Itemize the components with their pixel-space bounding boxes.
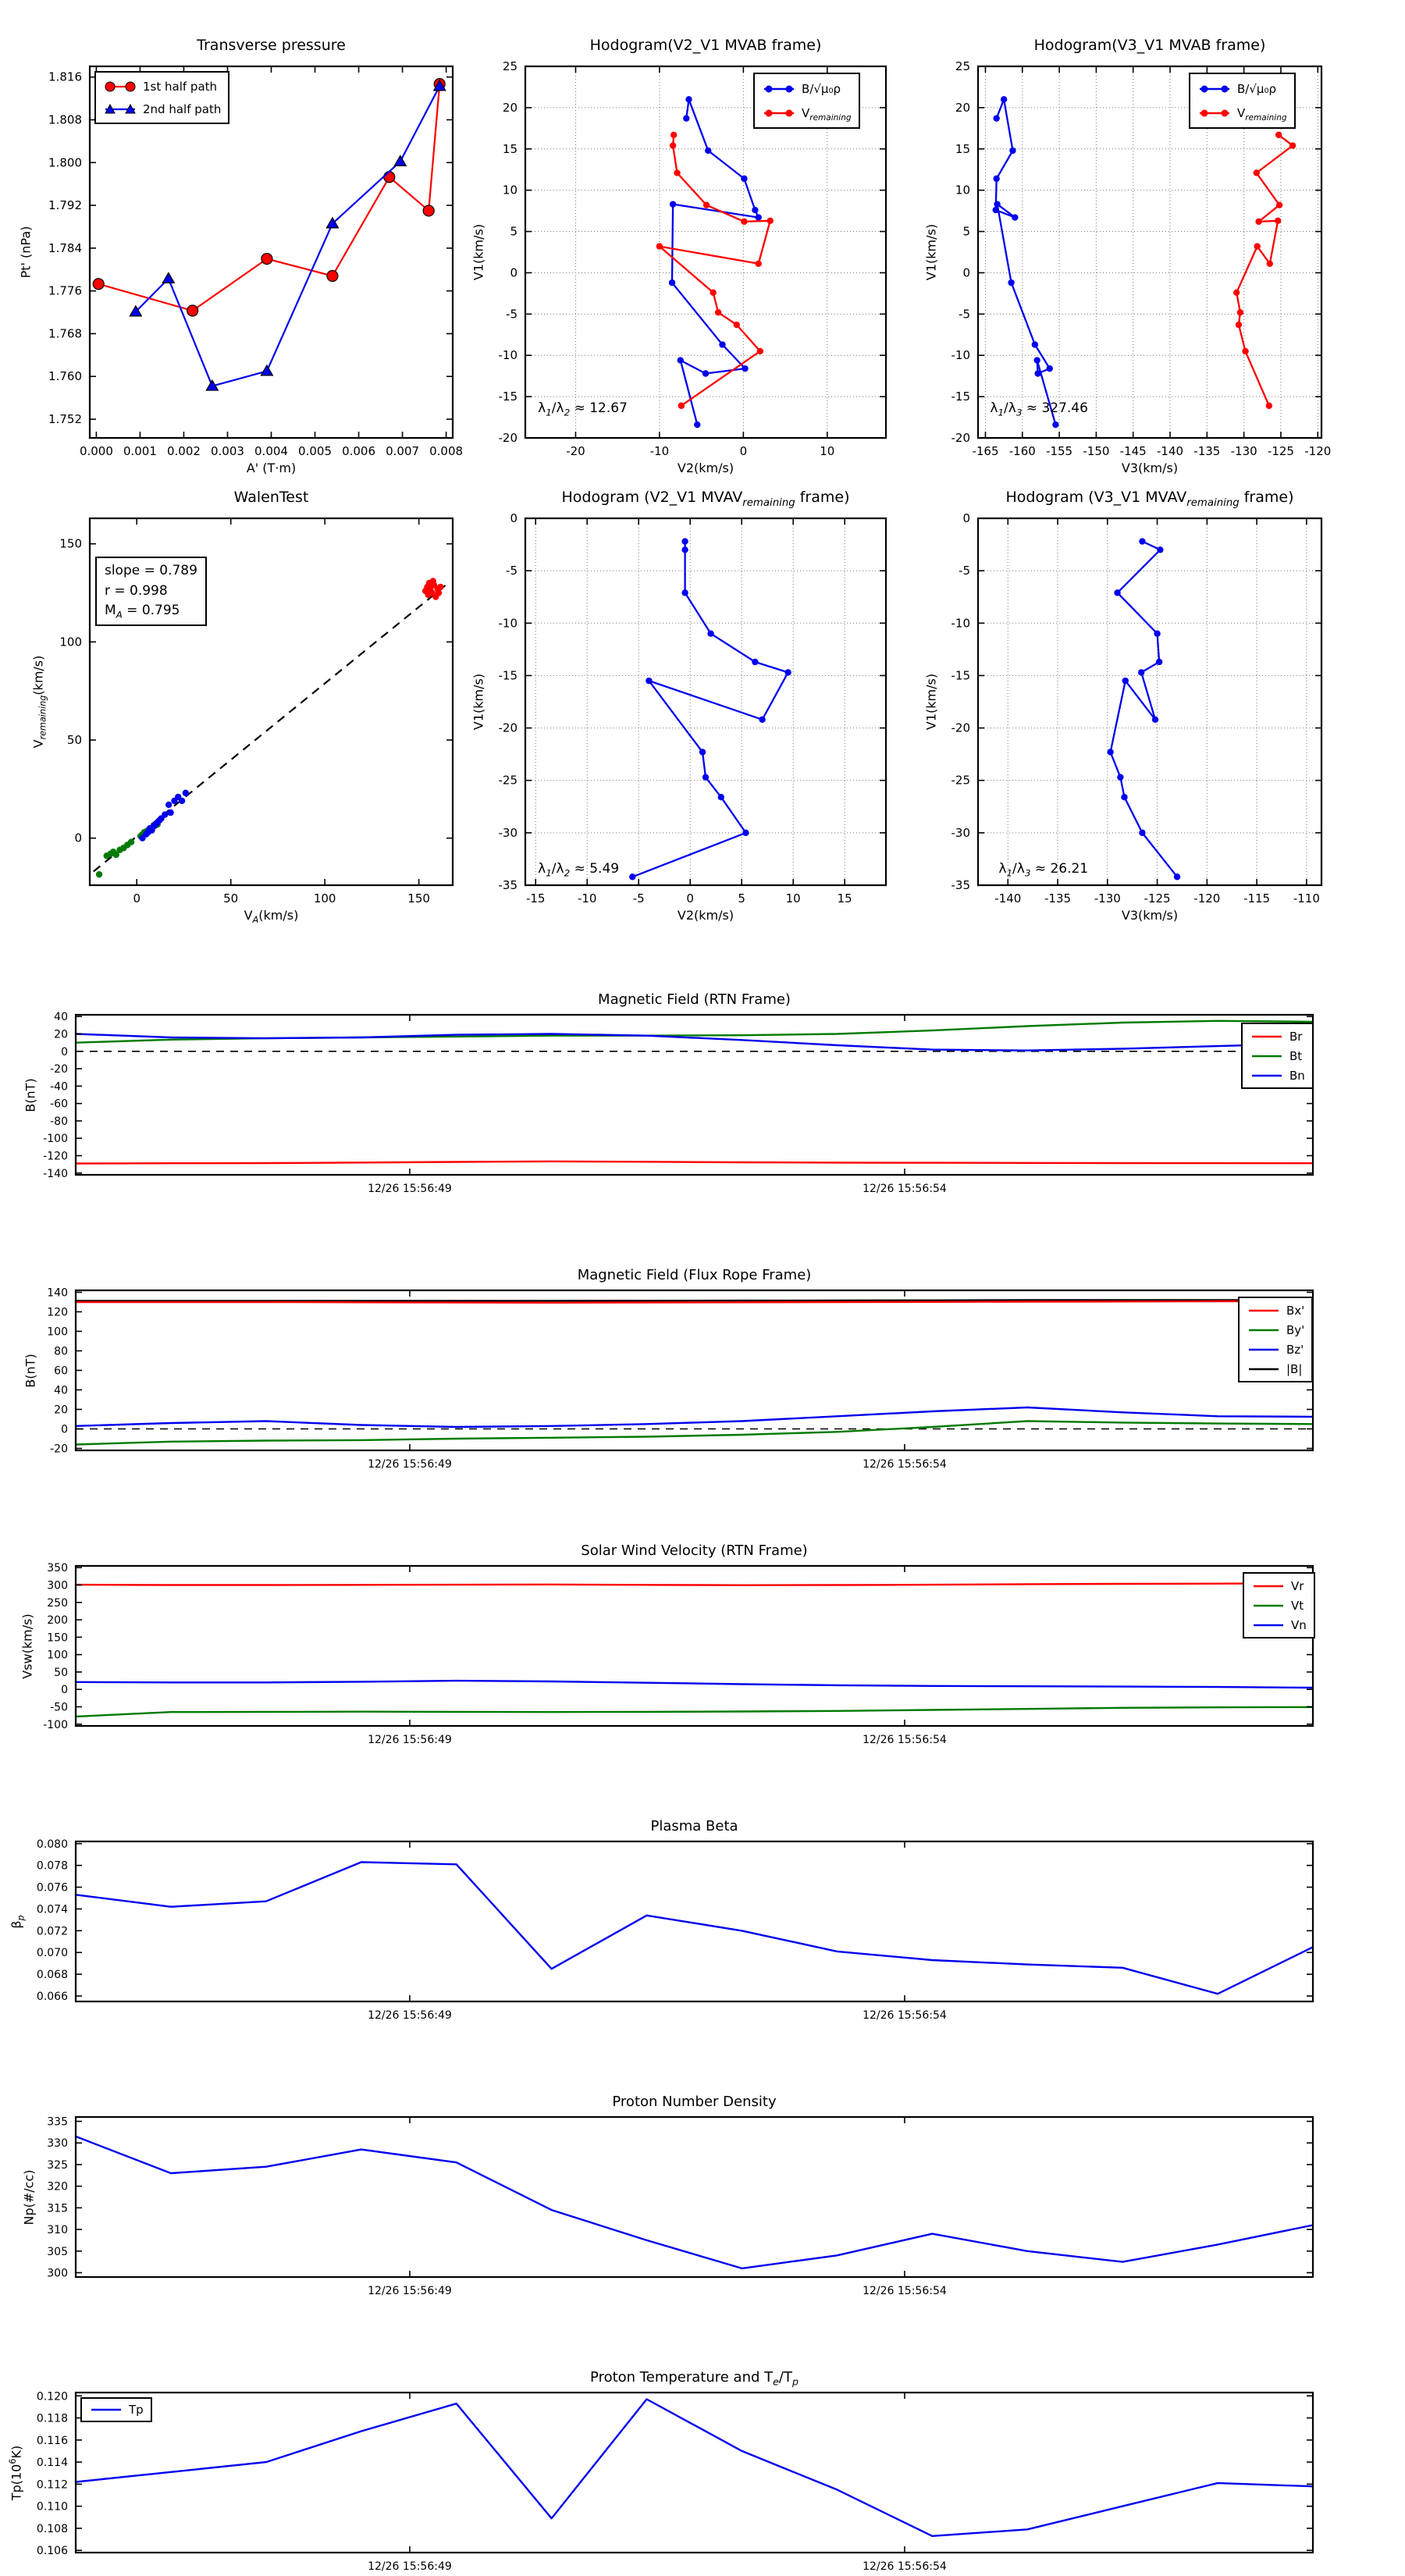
panel-magnetic-field-flux-rope: [23, 1267, 1313, 1471]
panel-walen-test: [30, 489, 453, 926]
y-axis-label: V1(km/s): [923, 223, 939, 281]
svg-text:-5: -5: [506, 307, 518, 322]
svg-text:320: 320: [47, 2180, 68, 2194]
svg-text:10: 10: [785, 891, 801, 906]
svg-text:-100: -100: [43, 1133, 68, 1146]
plot-area: [498, 511, 886, 906]
y-axis-label: $V_{remaining}(km/s)$: [30, 655, 48, 749]
svg-text:15: 15: [955, 141, 970, 156]
svg-text:-20: -20: [498, 720, 518, 735]
plot-legend: [94, 71, 229, 124]
panel-title: WalenTest: [233, 489, 309, 506]
svg-text:-10: -10: [498, 616, 518, 631]
svg-text:40: 40: [54, 1011, 68, 1024]
svg-text:1.752: 1.752: [48, 412, 82, 427]
panel-proton-temperature: [8, 2369, 1313, 2573]
legend-label: Tp: [129, 2403, 144, 2417]
svg-text:0: 0: [61, 1423, 68, 1436]
svg-text:1.784: 1.784: [48, 240, 82, 255]
svg-text:-120: -120: [43, 1150, 68, 1163]
legend-label: Vr: [1291, 1578, 1304, 1593]
svg-text:325: 325: [47, 2158, 68, 2172]
svg-text:-155: -155: [1046, 444, 1073, 458]
plot-area: [43, 1562, 1313, 1746]
y-axis-label: V1(km/s): [923, 673, 939, 731]
svg-text:0.003: 0.003: [210, 444, 244, 458]
svg-text:50: 50: [66, 733, 82, 748]
plot-legend: [1189, 73, 1296, 129]
legend-item: [1251, 1596, 1307, 1615]
svg-text:1.816: 1.816: [48, 69, 82, 84]
legend-label: 1st half path: [143, 79, 218, 94]
svg-text:0.080: 0.080: [36, 1838, 68, 1851]
panel-hodogram-v2v1-mvav: [471, 489, 886, 923]
svg-text:-120: -120: [1193, 891, 1221, 906]
legend-label: B/√μ₀ρ: [802, 81, 841, 96]
plot-legend: [80, 2397, 152, 2422]
svg-text:-140: -140: [1156, 444, 1184, 458]
svg-text:80: 80: [54, 1345, 68, 1358]
legend-item: [1247, 1359, 1304, 1379]
svg-text:100: 100: [59, 635, 82, 649]
svg-text:-120: -120: [1304, 444, 1332, 458]
svg-text:-145: -145: [1119, 444, 1147, 458]
svg-text:0.112: 0.112: [36, 2478, 68, 2492]
legend-label: $V_{remaining}$: [1237, 105, 1287, 123]
plot-area: [951, 511, 1321, 906]
svg-text:0.078: 0.078: [36, 1859, 68, 1873]
svg-text:5: 5: [738, 891, 745, 906]
legend-line-sample-icon: [1251, 1619, 1286, 1631]
x-axis-label: V2(km/s): [677, 908, 735, 923]
svg-text:100: 100: [47, 1325, 68, 1339]
svg-text:12/26 15:56:54: 12/26 15:56:54: [863, 1183, 947, 1195]
svg-text:-5: -5: [959, 307, 970, 322]
svg-text:0.070: 0.070: [36, 1947, 68, 1960]
svg-text:-135: -135: [1193, 444, 1221, 458]
panel-hodogram-v2v1-mvab: [471, 37, 886, 475]
svg-text:0.005: 0.005: [298, 444, 333, 458]
legend-item: [1250, 1046, 1305, 1066]
svg-text:0.072: 0.072: [36, 1925, 68, 1938]
svg-text:15: 15: [837, 891, 852, 906]
panel-magnetic-field-rtn: [23, 991, 1313, 1195]
svg-text:-35: -35: [951, 878, 970, 892]
svg-text:-115: -115: [1243, 891, 1271, 906]
legend-label: Bx': [1286, 1303, 1305, 1318]
y-axis-label: Vsw(km/s): [20, 1613, 35, 1679]
legend-item: [762, 76, 852, 101]
legend-item: [1251, 1576, 1307, 1596]
svg-text:1.800: 1.800: [48, 155, 82, 170]
svg-text:60: 60: [54, 1364, 68, 1378]
panel-title: Hodogram (V2_V1 $MVAV_{remaining}$ frame): [561, 489, 850, 509]
svg-text:-125: -125: [1144, 891, 1171, 906]
svg-text:0.008: 0.008: [429, 444, 464, 458]
eigenvalue-ratio-annotation: $\lambda_1/\lambda_2 \approx 12.67$: [538, 400, 628, 418]
svg-text:0.001: 0.001: [123, 444, 157, 458]
svg-text:-5: -5: [959, 564, 970, 578]
legend-line-sample-icon: [1247, 1304, 1281, 1317]
legend-label: 2nd half path: [143, 101, 222, 116]
legend-item: [1197, 76, 1287, 101]
svg-text:12/26 15:56:49: 12/26 15:56:49: [368, 1734, 452, 1746]
svg-text:20: 20: [54, 1404, 68, 1417]
x-axis-label: $V_A(km/s)$: [244, 908, 299, 926]
legend-item: [89, 2401, 144, 2418]
svg-text:120: 120: [47, 1306, 68, 1319]
panel-title: Solar Wind Velocity (RTN Frame): [581, 1542, 808, 1559]
legend-line-sample-icon: [1197, 83, 1232, 95]
panel-title: Proton Number Density: [612, 2094, 777, 2110]
y-axis-label: B(nT): [23, 1077, 38, 1112]
svg-text:0.002: 0.002: [166, 444, 201, 458]
svg-text:250: 250: [47, 1596, 68, 1610]
svg-text:-20: -20: [951, 431, 970, 445]
svg-text:-10: -10: [951, 616, 970, 631]
legend-label: B/√μ₀ρ: [1237, 81, 1276, 96]
y-axis-label: Pt' (nPa): [18, 226, 34, 279]
svg-text:0: 0: [962, 511, 970, 525]
eigenvalue-ratio-annotation: $\lambda_1/\lambda_2 \approx 5.49$: [538, 861, 620, 879]
svg-text:-130: -130: [1094, 891, 1121, 906]
svg-text:20: 20: [54, 1028, 68, 1041]
svg-text:100: 100: [47, 1649, 68, 1662]
plot-legend: [1243, 1572, 1315, 1638]
svg-text:12/26 15:56:54: 12/26 15:56:54: [863, 2560, 947, 2573]
svg-text:1.808: 1.808: [48, 112, 82, 127]
svg-text:-20: -20: [50, 1443, 68, 1456]
svg-text:0: 0: [61, 1684, 68, 1697]
panel-title: Hodogram(V3_V1 MVAB frame): [1033, 37, 1266, 54]
svg-text:335: 335: [47, 2115, 68, 2129]
panel-title: Magnetic Field (Flux Rope Frame): [577, 1267, 812, 1283]
svg-text:0.000: 0.000: [79, 444, 113, 458]
svg-text:-30: -30: [498, 825, 518, 840]
y-axis-label: Np(#/cc): [21, 2169, 37, 2225]
svg-text:150: 150: [59, 536, 82, 551]
svg-text:140: 140: [47, 1286, 68, 1300]
legend-line-sample-icon: [1251, 1599, 1286, 1612]
svg-text:300: 300: [47, 2267, 68, 2280]
svg-text:-50: -50: [50, 1701, 68, 1714]
svg-text:0.074: 0.074: [36, 1903, 68, 1916]
svg-text:-40: -40: [50, 1080, 68, 1094]
panel-title: Hodogram(V2_V1 MVAB frame): [589, 37, 822, 54]
svg-text:-150: -150: [1083, 444, 1110, 458]
panel-title: Hodogram (V3_V1 $MVAV_{remaining}$ frame): [1005, 489, 1294, 509]
plot-area: [36, 2390, 1313, 2573]
x-axis-label: V3(km/s): [1121, 908, 1179, 923]
svg-text:-10: -10: [951, 348, 970, 363]
y-axis-label: $Tp(10^6K)$: [8, 2445, 24, 2500]
svg-text:310: 310: [47, 2224, 68, 2237]
legend-label: Bz': [1286, 1342, 1304, 1357]
fit-stats-box: slope = 0.789 r = 0.998 $M_A = 0.795$: [95, 557, 207, 626]
legend-item: [1251, 1615, 1307, 1635]
y-axis-label: $\beta_p$: [9, 1914, 27, 1929]
legend-line-sample-icon: [1247, 1324, 1281, 1336]
eigenvalue-ratio-annotation: $\lambda_1/\lambda_3 \approx 327.46$: [990, 400, 1088, 418]
svg-text:350: 350: [47, 1562, 68, 1575]
svg-text:50: 50: [223, 891, 239, 906]
svg-text:0.076: 0.076: [36, 1881, 68, 1895]
legend-line-sample-icon: [1247, 1363, 1281, 1375]
legend-item: [1247, 1340, 1304, 1359]
svg-text:-15: -15: [498, 390, 518, 404]
svg-text:-135: -135: [1044, 891, 1072, 906]
legend-item: [762, 101, 852, 125]
svg-text:-5: -5: [632, 891, 645, 906]
plot-area: [47, 1286, 1313, 1471]
svg-text:0.108: 0.108: [36, 2522, 68, 2535]
legend-label: $V_{remaining}$: [802, 105, 852, 123]
legend-line-sample-icon: [89, 2403, 123, 2416]
legend-item: [1250, 1026, 1305, 1046]
svg-text:12/26 15:56:49: 12/26 15:56:49: [368, 1183, 452, 1195]
svg-text:10: 10: [820, 444, 835, 458]
panel-hodogram-v3v1-mvav: [923, 489, 1321, 923]
svg-text:25: 25: [502, 59, 518, 73]
legend-line-sample-icon: [1250, 1069, 1284, 1082]
svg-text:12/26 15:56:54: 12/26 15:56:54: [863, 1734, 947, 1746]
panel-plasma-beta: [9, 1818, 1313, 2022]
svg-text:-15: -15: [498, 668, 518, 683]
svg-text:0.106: 0.106: [36, 2545, 68, 2558]
legend-item: [103, 98, 221, 120]
svg-text:-10: -10: [577, 891, 597, 906]
plot-legend: [1238, 1297, 1313, 1382]
legend-line-sample-icon: [103, 80, 137, 93]
svg-text:-25: -25: [951, 773, 970, 788]
svg-text:0: 0: [510, 265, 518, 280]
panel-proton-number-density: [21, 2094, 1313, 2297]
x-axis-label: A' (T·m): [246, 461, 297, 475]
svg-text:150: 150: [47, 1631, 68, 1645]
legend-line-sample-icon: [1251, 1580, 1286, 1592]
svg-text:12/26 15:56:49: 12/26 15:56:49: [368, 2285, 452, 2297]
svg-text:200: 200: [47, 1614, 68, 1628]
legend-label: Vn: [1291, 1617, 1307, 1632]
svg-text:0.118: 0.118: [36, 2412, 68, 2425]
legend-line-sample-icon: [1197, 107, 1232, 119]
svg-text:-5: -5: [506, 564, 518, 578]
legend-line-sample-icon: [1247, 1343, 1281, 1356]
legend-label: Br: [1289, 1029, 1303, 1044]
svg-text:10: 10: [955, 183, 970, 197]
svg-text:-35: -35: [498, 878, 518, 892]
svg-text:1.768: 1.768: [48, 326, 82, 341]
svg-text:20: 20: [502, 100, 518, 115]
svg-text:300: 300: [47, 1579, 68, 1592]
svg-text:5: 5: [510, 224, 518, 239]
svg-text:-15: -15: [951, 390, 970, 404]
legend-item: [1247, 1320, 1304, 1340]
svg-text:0.004: 0.004: [254, 444, 288, 458]
svg-text:15: 15: [502, 141, 518, 156]
svg-text:-15: -15: [525, 891, 546, 906]
svg-text:-80: -80: [50, 1115, 68, 1128]
legend-item: [1197, 101, 1287, 125]
svg-text:0.068: 0.068: [36, 1969, 68, 1982]
svg-text:12/26 15:56:49: 12/26 15:56:49: [368, 1458, 452, 1471]
legend-item: [1247, 1300, 1304, 1320]
svg-text:0.066: 0.066: [36, 1991, 68, 2004]
legend-label: Bn: [1289, 1068, 1305, 1083]
y-axis-label: V1(km/s): [471, 223, 486, 281]
legend-line-sample-icon: [1250, 1050, 1284, 1062]
svg-text:12/26 15:56:54: 12/26 15:56:54: [863, 2285, 947, 2297]
eigenvalue-ratio-annotation: $\lambda_1/\lambda_3 \approx 26.21$: [998, 861, 1089, 879]
svg-text:-160: -160: [1008, 444, 1036, 458]
svg-text:0.006: 0.006: [342, 444, 376, 458]
svg-text:1.792: 1.792: [48, 198, 82, 213]
svg-text:0: 0: [686, 891, 694, 906]
panel-title: Proton Temperature and $T_e/T_p$: [590, 2369, 799, 2388]
svg-text:-140: -140: [43, 1167, 68, 1180]
svg-text:330: 330: [47, 2137, 68, 2151]
legend-label: Vt: [1291, 1598, 1304, 1613]
panel-title: Plasma Beta: [650, 1818, 738, 1834]
svg-text:0: 0: [962, 265, 970, 280]
svg-text:12/26 15:56:54: 12/26 15:56:54: [863, 1458, 947, 1471]
plot-area: [43, 1011, 1313, 1195]
svg-text:-10: -10: [498, 348, 518, 363]
svg-text:12/26 15:56:54: 12/26 15:56:54: [863, 2009, 947, 2022]
svg-text:-15: -15: [951, 668, 970, 683]
svg-text:0.114: 0.114: [36, 2457, 68, 2470]
plot-legend: [1241, 1023, 1314, 1089]
svg-text:-20: -20: [566, 444, 585, 458]
svg-text:-20: -20: [498, 431, 518, 445]
svg-text:0: 0: [61, 1045, 68, 1059]
y-axis-label: B(nT): [23, 1353, 38, 1388]
panel-title: Transverse pressure: [197, 37, 346, 54]
svg-text:0: 0: [133, 891, 141, 906]
panel-solar-wind-velocity: [20, 1542, 1313, 1746]
legend-line-sample-icon: [103, 103, 137, 116]
svg-text:12/26 15:56:49: 12/26 15:56:49: [368, 2560, 452, 2573]
legend-label: |B|: [1286, 1361, 1303, 1376]
svg-text:-30: -30: [951, 825, 970, 840]
svg-text:-20: -20: [951, 720, 970, 735]
svg-text:1.776: 1.776: [48, 283, 82, 298]
svg-text:-130: -130: [1230, 444, 1257, 458]
svg-text:40: 40: [54, 1384, 68, 1397]
svg-text:-165: -165: [972, 444, 999, 458]
x-axis-label: V2(km/s): [677, 461, 735, 475]
legend-line-sample-icon: [762, 83, 796, 95]
svg-text:-60: -60: [50, 1098, 68, 1111]
svg-text:-10: -10: [649, 444, 670, 458]
svg-text:305: 305: [47, 2245, 68, 2258]
plot-legend: [753, 73, 860, 129]
svg-text:0.120: 0.120: [36, 2390, 68, 2403]
svg-text:0.007: 0.007: [386, 444, 420, 458]
svg-text:20: 20: [955, 100, 970, 115]
svg-text:50: 50: [54, 1666, 68, 1679]
legend-line-sample-icon: [762, 107, 796, 119]
svg-text:-125: -125: [1267, 444, 1294, 458]
svg-text:-110: -110: [1293, 891, 1320, 906]
legend-label: Bt: [1289, 1048, 1303, 1063]
svg-text:0: 0: [510, 511, 518, 525]
svg-text:1.760: 1.760: [48, 369, 82, 384]
svg-text:25: 25: [955, 59, 970, 73]
panel-title: Magnetic Field (RTN Frame): [598, 991, 791, 1008]
legend-item: [103, 75, 221, 98]
svg-text:-25: -25: [498, 773, 518, 788]
y-axis-label: V1(km/s): [471, 673, 486, 731]
svg-text:315: 315: [47, 2202, 68, 2215]
legend-item: [1250, 1066, 1305, 1085]
panel-transverse-pressure: [18, 37, 464, 475]
svg-text:-100: -100: [43, 1718, 68, 1731]
plot-area: [47, 2115, 1313, 2297]
legend-line-sample-icon: [1250, 1030, 1284, 1043]
plot-area: [36, 1838, 1313, 2022]
panel-hodogram-v3v1-mvab: [923, 37, 1332, 475]
svg-text:10: 10: [502, 183, 518, 197]
svg-text:5: 5: [962, 224, 970, 239]
svg-text:12/26 15:56:49: 12/26 15:56:49: [368, 2009, 452, 2022]
x-axis-label: V3(km/s): [1121, 461, 1179, 475]
svg-text:0: 0: [74, 831, 82, 845]
svg-text:0.110: 0.110: [36, 2500, 68, 2514]
svg-text:150: 150: [407, 891, 430, 906]
svg-text:-140: -140: [994, 891, 1022, 906]
svg-text:0.116: 0.116: [36, 2434, 68, 2447]
svg-text:100: 100: [313, 891, 336, 906]
svg-text:0: 0: [739, 444, 748, 458]
legend-label: By': [1286, 1322, 1305, 1337]
svg-text:-20: -20: [50, 1063, 68, 1076]
